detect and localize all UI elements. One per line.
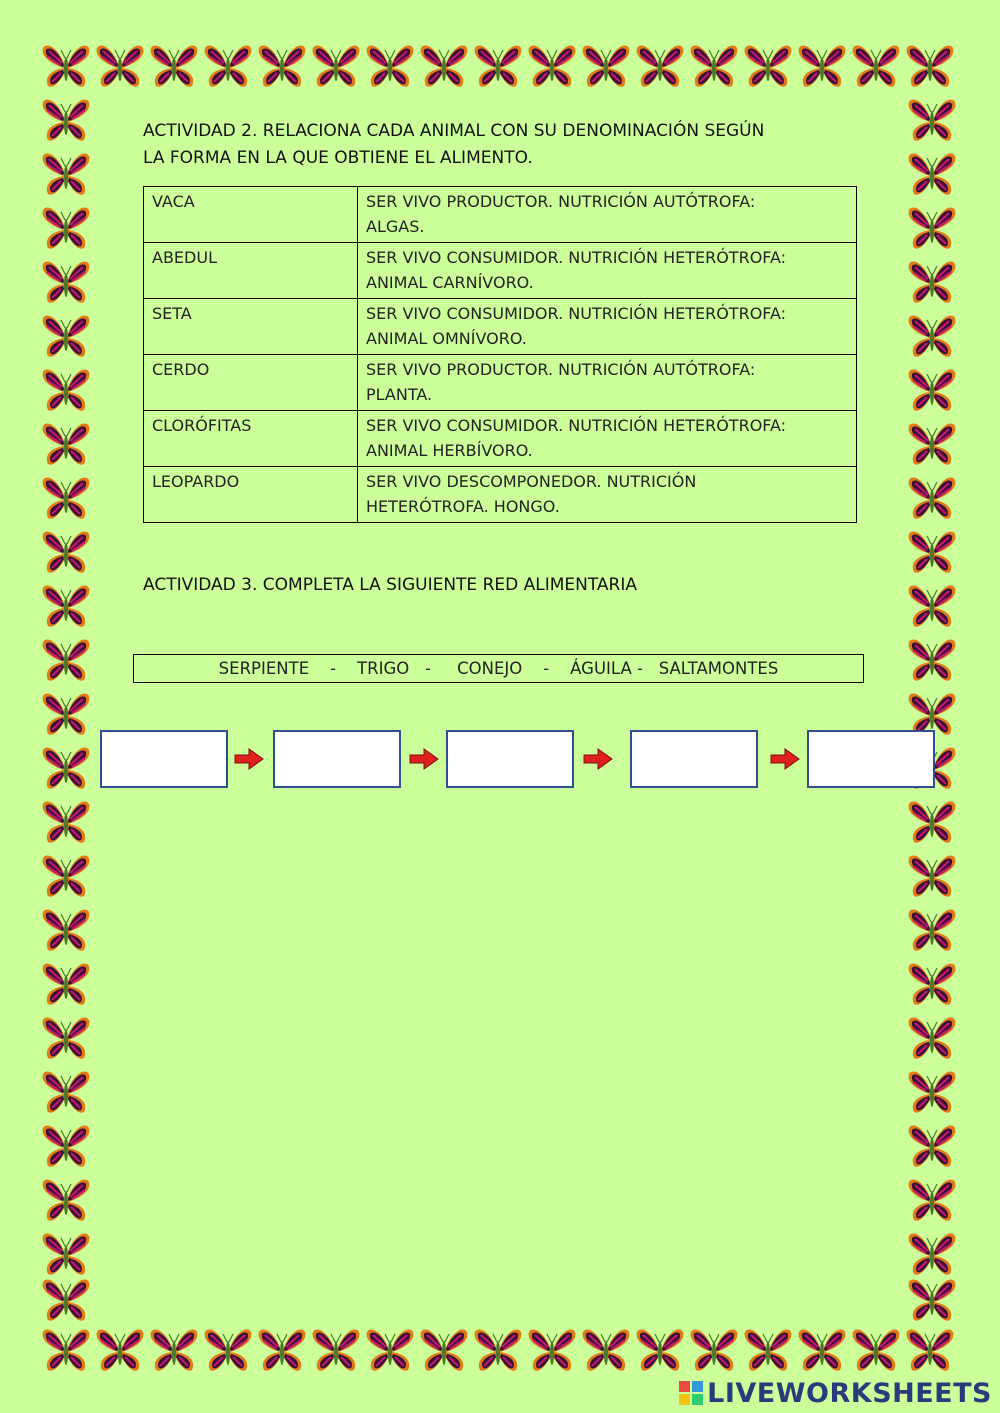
organism-cell: CLORÓFITAS bbox=[144, 411, 358, 467]
description-line1: SER VIVO CONSUMIDOR. NUTRICIÓN HETERÓTROFA: bbox=[366, 248, 787, 267]
butterfly-border-right bbox=[906, 96, 958, 1326]
matching-table bbox=[143, 186, 857, 523]
organism-cell: CERDO bbox=[144, 355, 358, 411]
butterfly-icon bbox=[40, 42, 960, 90]
food-chain-answer-box-5[interactable] bbox=[807, 730, 935, 788]
arrow-right-icon bbox=[583, 748, 613, 770]
description-cell bbox=[358, 411, 857, 467]
table-row bbox=[144, 411, 857, 467]
activity-2-title-line1: ACTIVIDAD 2. RELACIONA CADA ANIMAL CON SU DENOMINACIÓN SEGÚN bbox=[143, 121, 765, 141]
butterfly-icon bbox=[40, 1326, 960, 1374]
organism-cell: LEOPARDO bbox=[144, 467, 358, 523]
description-line1: SER VIVO CONSUMIDOR. NUTRICIÓN HETERÓTROFA: bbox=[366, 304, 787, 323]
description-cell bbox=[358, 187, 857, 243]
description-cell bbox=[358, 467, 857, 523]
arrow-right-icon bbox=[770, 748, 800, 770]
table-row bbox=[144, 299, 857, 355]
activity-3-title: ACTIVIDAD 3. COMPLETA LA SIGUIENTE RED ALIMENTARIA bbox=[143, 575, 638, 595]
activity-2-title-line2: LA FORMA EN LA QUE OBTIENE EL ALIMENTO. bbox=[143, 148, 533, 168]
description-line1: SER VIVO PRODUCTOR. NUTRICIÓN AUTÓTROFA: bbox=[366, 192, 756, 211]
activity-2-title bbox=[143, 118, 863, 172]
description-cell bbox=[358, 243, 857, 299]
word-bank: SERPIENTE - TRIGO - CONEJO - ÁGUILA - SALTAMONTES bbox=[133, 654, 864, 683]
arrow-right-icon bbox=[409, 748, 439, 770]
food-chain-answer-box-1[interactable] bbox=[100, 730, 228, 788]
brand-name: LIVEWORKSHEETS bbox=[707, 1377, 992, 1409]
liveworksheets-brand bbox=[679, 1376, 992, 1410]
description-line1: SER VIVO CONSUMIDOR. NUTRICIÓN HETERÓTROFA: bbox=[366, 416, 787, 435]
butterfly-border-bottom bbox=[40, 1326, 960, 1374]
description-line1: SER VIVO PRODUCTOR. NUTRICIÓN AUTÓTROFA: bbox=[366, 360, 756, 379]
food-chain-answer-box-4[interactable] bbox=[630, 730, 758, 788]
description-line2: ANIMAL HERBÍVORO. bbox=[366, 441, 533, 460]
butterfly-border-top bbox=[40, 42, 960, 90]
description-cell bbox=[358, 355, 857, 411]
table-row bbox=[144, 355, 857, 411]
butterfly-icon bbox=[40, 96, 92, 1326]
description-cell bbox=[358, 299, 857, 355]
table-row bbox=[144, 187, 857, 243]
organism-cell: ABEDUL bbox=[144, 243, 358, 299]
table-row bbox=[144, 243, 857, 299]
food-chain-answer-box-2[interactable] bbox=[273, 730, 401, 788]
butterfly-border-left bbox=[40, 96, 92, 1326]
organism-cell: SETA bbox=[144, 299, 358, 355]
table-row bbox=[144, 467, 857, 523]
description-line2: PLANTA. bbox=[366, 385, 433, 404]
arrow-right-icon bbox=[234, 748, 264, 770]
description-line2: ALGAS. bbox=[366, 217, 425, 236]
description-line2: ANIMAL CARNÍVORO. bbox=[366, 273, 534, 292]
butterfly-icon bbox=[906, 96, 958, 1326]
description-line1: SER VIVO DESCOMPONEDOR. NUTRICIÓN bbox=[366, 472, 697, 491]
liveworksheets-logo-icon bbox=[679, 1381, 703, 1405]
description-line2: ANIMAL OMNÍVORO. bbox=[366, 329, 527, 348]
organism-cell: VACA bbox=[144, 187, 358, 243]
description-line2: HETERÓTROFA. HONGO. bbox=[366, 497, 560, 516]
food-chain-answer-box-3[interactable] bbox=[446, 730, 574, 788]
